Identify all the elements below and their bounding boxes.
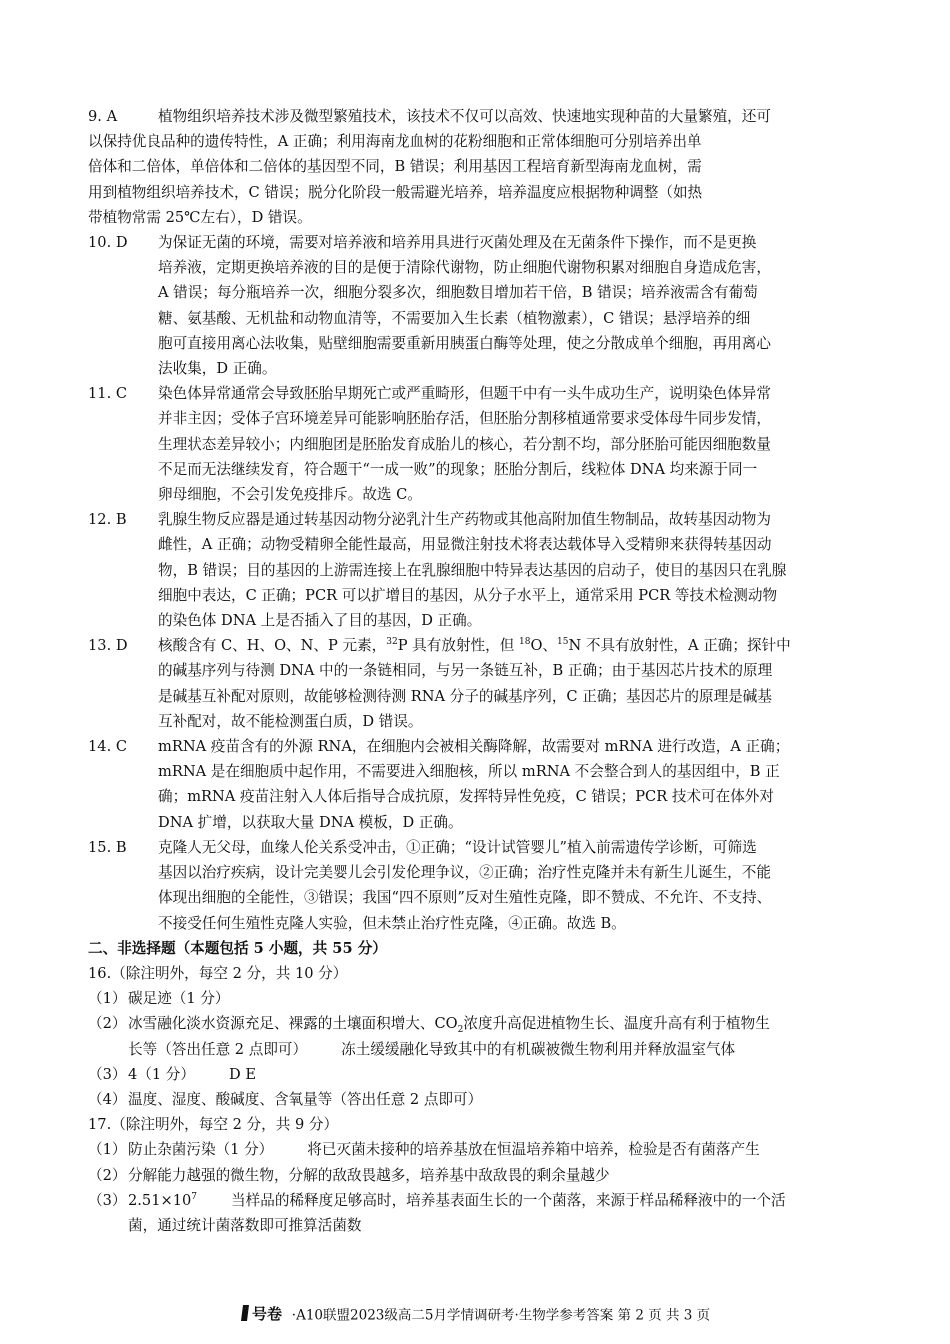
answer-line: 为保证无菌的环境，需要对培养液和培养用具进行灭菌处理及在无菌条件下操作，而不是更换 (158, 234, 757, 252)
answer-line: 菌，通过统计菌落数即可推算活菌数 (128, 1216, 362, 1234)
answer-line: 基因以治疗疾病，设计完美婴儿会引发伦理争议，②正确；治疗性克隆并未有新生儿诞生，不能 (158, 864, 771, 882)
answer-line (128, 1062, 870, 1087)
answer-line: 糖、氨基酸、无机盐和动物血清等，不需要加入生长素（植物激素），C 错误；悬浮培养的细 (158, 309, 751, 327)
answer-line: 生理状态差异较小；内细胞团是胚胎发育成胎儿的核心，若分割不均，部分胚胎可能因细胞数量 (158, 435, 771, 453)
publisher-logo (240, 1303, 288, 1329)
sub-label: （3） (88, 1065, 127, 1083)
answer-line: 的碱基序列与待测 DNA 中的一条链相同，与另一条链互补，B 正确；由于基因芯片技术的原理 (158, 662, 773, 680)
answer-line: 倍体和二倍体，单倍体和二倍体的基因型不同，B 错误；利用基因工程培育新型海南龙血树，需 (88, 158, 702, 176)
answer-line: 是碱基互补配对原则，故能够检测待测 RNA 分子的碱基序列，C 正确；基因芯片的原理是碱基 (158, 687, 772, 705)
text-run: 浓度升高促进植物生长、温度升高有利于植物生 (463, 1015, 770, 1033)
text-run: 冻土缓缓融化导致其中的有机碳被微生物利用并释放温室气体 (341, 1040, 736, 1058)
answer-item-11 (88, 381, 870, 507)
question-16-header: 16.（除注明外，每空 2 分，共 10 分） (88, 964, 348, 982)
text-run: 2.51×10 (128, 1191, 192, 1209)
svg-text:号卷: 号卷 (251, 1305, 282, 1323)
answer-item-15 (88, 835, 870, 936)
isotope-superscript: 32 (386, 637, 398, 648)
answer-line: 以保持优良品种的遗传特性，A 正确；利用海南龙血树的花粉细胞和正常体细胞可分别培养出单 (88, 133, 702, 151)
answer-line: DNA 扩增，以获取大量 DNA 模板，D 正确。 (158, 813, 463, 831)
answer-continuation (88, 129, 870, 230)
q16-answer-3 (88, 1062, 870, 1087)
answer-line: 植物组织培养技术涉及微型繁殖技术，该技术不仅可以高效、快速地实现种苗的大量繁殖，还可 (158, 108, 771, 125)
answer-line: 互补配对，故不能检测蛋白质，D 错误。 (158, 712, 423, 730)
answer-line: 胞可直接用离心法收集，贴壁细胞需要重新用胰蛋白酶等处理，使之分散成单个细胞，再用离心 (158, 334, 771, 352)
answer-line: 雌性，A 正确；动物受精卵全能性最高，用显微注射技术将表达载体导入受精卵来获得转基因动 (158, 536, 772, 554)
text-run: P 具有放射性，但 (397, 637, 519, 655)
answer-line (128, 1037, 870, 1062)
q16-answer-2 (88, 1011, 870, 1061)
answer-line: 细胞中表达，C 正确；PCR 可以扩增目的基因，从分子水平上，通常采用 PCR 等技术检测动物 (158, 586, 778, 604)
q16-answer-4 (88, 1087, 870, 1112)
answer-item-14 (88, 734, 870, 835)
answer-line: 染色体异常通常会导致胚胎早期死亡或严重畸形，但题干中有一头牛成功生产，说明染色体异常 (158, 385, 771, 403)
answer-line: 培养液，定期更换培养液的目的是便于清除代谢物，防止细胞代谢物积累对细胞自身造成危害， (158, 259, 771, 277)
text-run: 长等（答出任意 2 点即可） (128, 1040, 308, 1058)
sub-label: （3） (88, 1191, 127, 1209)
answer-number: 9. A (88, 108, 118, 125)
answer-number: 14. C (88, 738, 128, 756)
answer-line: 碳足迹（1 分） (128, 990, 230, 1008)
answer-item-10 (88, 230, 870, 381)
section-heading: 二、非选择题（本题包括 5 小题，共 55 分） (88, 939, 387, 957)
isotope-superscript: 18 (518, 637, 531, 648)
logo-mark-icon (240, 1303, 288, 1323)
q17-answer-1 (88, 1137, 870, 1162)
answer-number: 12. B (88, 511, 127, 529)
q16-answer-1 (88, 986, 870, 1011)
answer-line: 确；mRNA 疫苗注射入人体后指导合成抗原，发挥特异性免疫，C 错误；PCR 技术可在体外对 (158, 788, 774, 806)
answer-line: 用到植物组织培养技术，C 错误；脱分化阶段一般需避光培养，培养温度应根据物种调整（如热 (88, 183, 703, 201)
sub-label: （2） (88, 1166, 127, 1184)
answer-line (128, 1011, 870, 1036)
answer-number: 15. B (88, 838, 127, 856)
subscript: 2 (457, 1025, 464, 1036)
answer-line: 带植物常需 25℃左右），D 错误。 (88, 208, 312, 226)
sub-label: （4） (88, 1090, 127, 1108)
answer-line: 的染色体 DNA 上是否插入了目的基因，D 正确。 (158, 612, 482, 630)
q17-answer-2 (88, 1163, 870, 1188)
text-run: 核酸含有 C、H、O、N、P 元素， (158, 637, 387, 655)
answer-line: 卵母细胞，不会引发免疫排斥。故选 C。 (158, 486, 422, 504)
q17-answer-3 (88, 1188, 870, 1238)
answer-line (128, 1188, 870, 1213)
isotope-superscript: 15 (557, 637, 569, 648)
sub-label: （2） (88, 1015, 127, 1033)
text-run: N 不具有放射性，A 正确；探针中 (568, 637, 791, 655)
answer-line: mRNA 疫苗含有的外源 RNA，在细胞内会被相关酶降解，故需要对 mRNA 进行改造，A 正确； (158, 738, 790, 756)
answer-item-13 (88, 633, 870, 734)
answer-number: 10. D (88, 234, 128, 252)
text-run: 冰雪融化淡水资源充足、裸露的土壤面积增大、CO (128, 1015, 458, 1033)
answer-line: 体现出细胞的全能性，③错误；我国“四不原则”反对生殖性克隆，即不赞成、不允许、不支持、 (158, 889, 772, 907)
text-run: O、 (530, 637, 557, 655)
answer-line (158, 633, 870, 658)
answer-line: 克隆人无父母，血缘人伦关系受冲击，①正确；“设计试管婴儿”植入前需遗传学诊断，可筛选 (158, 838, 757, 856)
answer-line: 不接受任何生殖性克隆人实验，但未禁止治疗性克隆，④正确。故选 B。 (158, 914, 626, 932)
answer-number: 11. C (88, 385, 128, 403)
exponent: 7 (191, 1191, 198, 1202)
answer-number: 13. D (88, 637, 128, 655)
answer-line: mRNA 是在细胞质中起作用，不需要进入细胞核，所以 mRNA 不会整合到人的基因组中，B 正 (158, 763, 780, 781)
answer-line: 温度、湿度、酸碱度、含氧量等（答出任意 2 点即可） (128, 1090, 483, 1108)
answer-item-9 (88, 104, 870, 129)
answer-line: 不足而无法继续发育，符合题干“一成一败”的现象；胚胎分割后，线粒体 DNA 均来源于同一 (158, 460, 758, 478)
answer-line: 分解能力越强的微生物，分解的敌敌畏越多，培养基中敌敌畏的剩余量越少 (128, 1166, 610, 1184)
text-run: 将已灭菌未接种的培养基放在恒温培养箱中培养，检验是否有菌落产生 (307, 1141, 760, 1159)
answer-line: 物，B 错误；目的基因的上游需连接上在乳腺细胞中特异表达基因的启动子，使目的基因只在乳腺 (158, 561, 787, 579)
answer-item-12 (88, 507, 870, 633)
answer-line: 乳腺生物反应器是通过转基因动物分泌乳汁生产药物或其他高附加值生物制品，故转基因动物为 (158, 511, 771, 529)
question-17-header: 17.（除注明外，每空 2 分，共 9 分） (88, 1116, 339, 1134)
answer-line: A 错误；每分瓶培养一次，细胞分裂多次，细胞数目增加若干倍，B 错误；培养液需含有葡萄 (158, 284, 758, 302)
text-run: 4（1 分） (128, 1065, 195, 1083)
footer-text: ·A10联盟2023级高二5月学情调研考·生物学参考答案 第 2 页 共 3 页 (291, 1307, 711, 1324)
text-run: 当样品的稀释度足够高时，培养基表面生长的一个菌落，来源于样品稀释液中的一个活 (231, 1191, 786, 1209)
sub-label: （1） (88, 1141, 127, 1159)
answer-line: 并非主因；受体子宫环境差异可能影响胚胎存活，但胚胎分割移植通常要求受体母牛同步发情， (158, 410, 771, 428)
sub-label: （1） (88, 990, 127, 1008)
answer-content (88, 104, 870, 1238)
answer-line: 法收集，D 正确。 (158, 360, 277, 378)
page-footer (0, 1303, 950, 1329)
text-run: D E (229, 1065, 256, 1083)
text-run: 防止杂菌污染（1 分） (128, 1141, 274, 1159)
answer-line (128, 1137, 870, 1162)
